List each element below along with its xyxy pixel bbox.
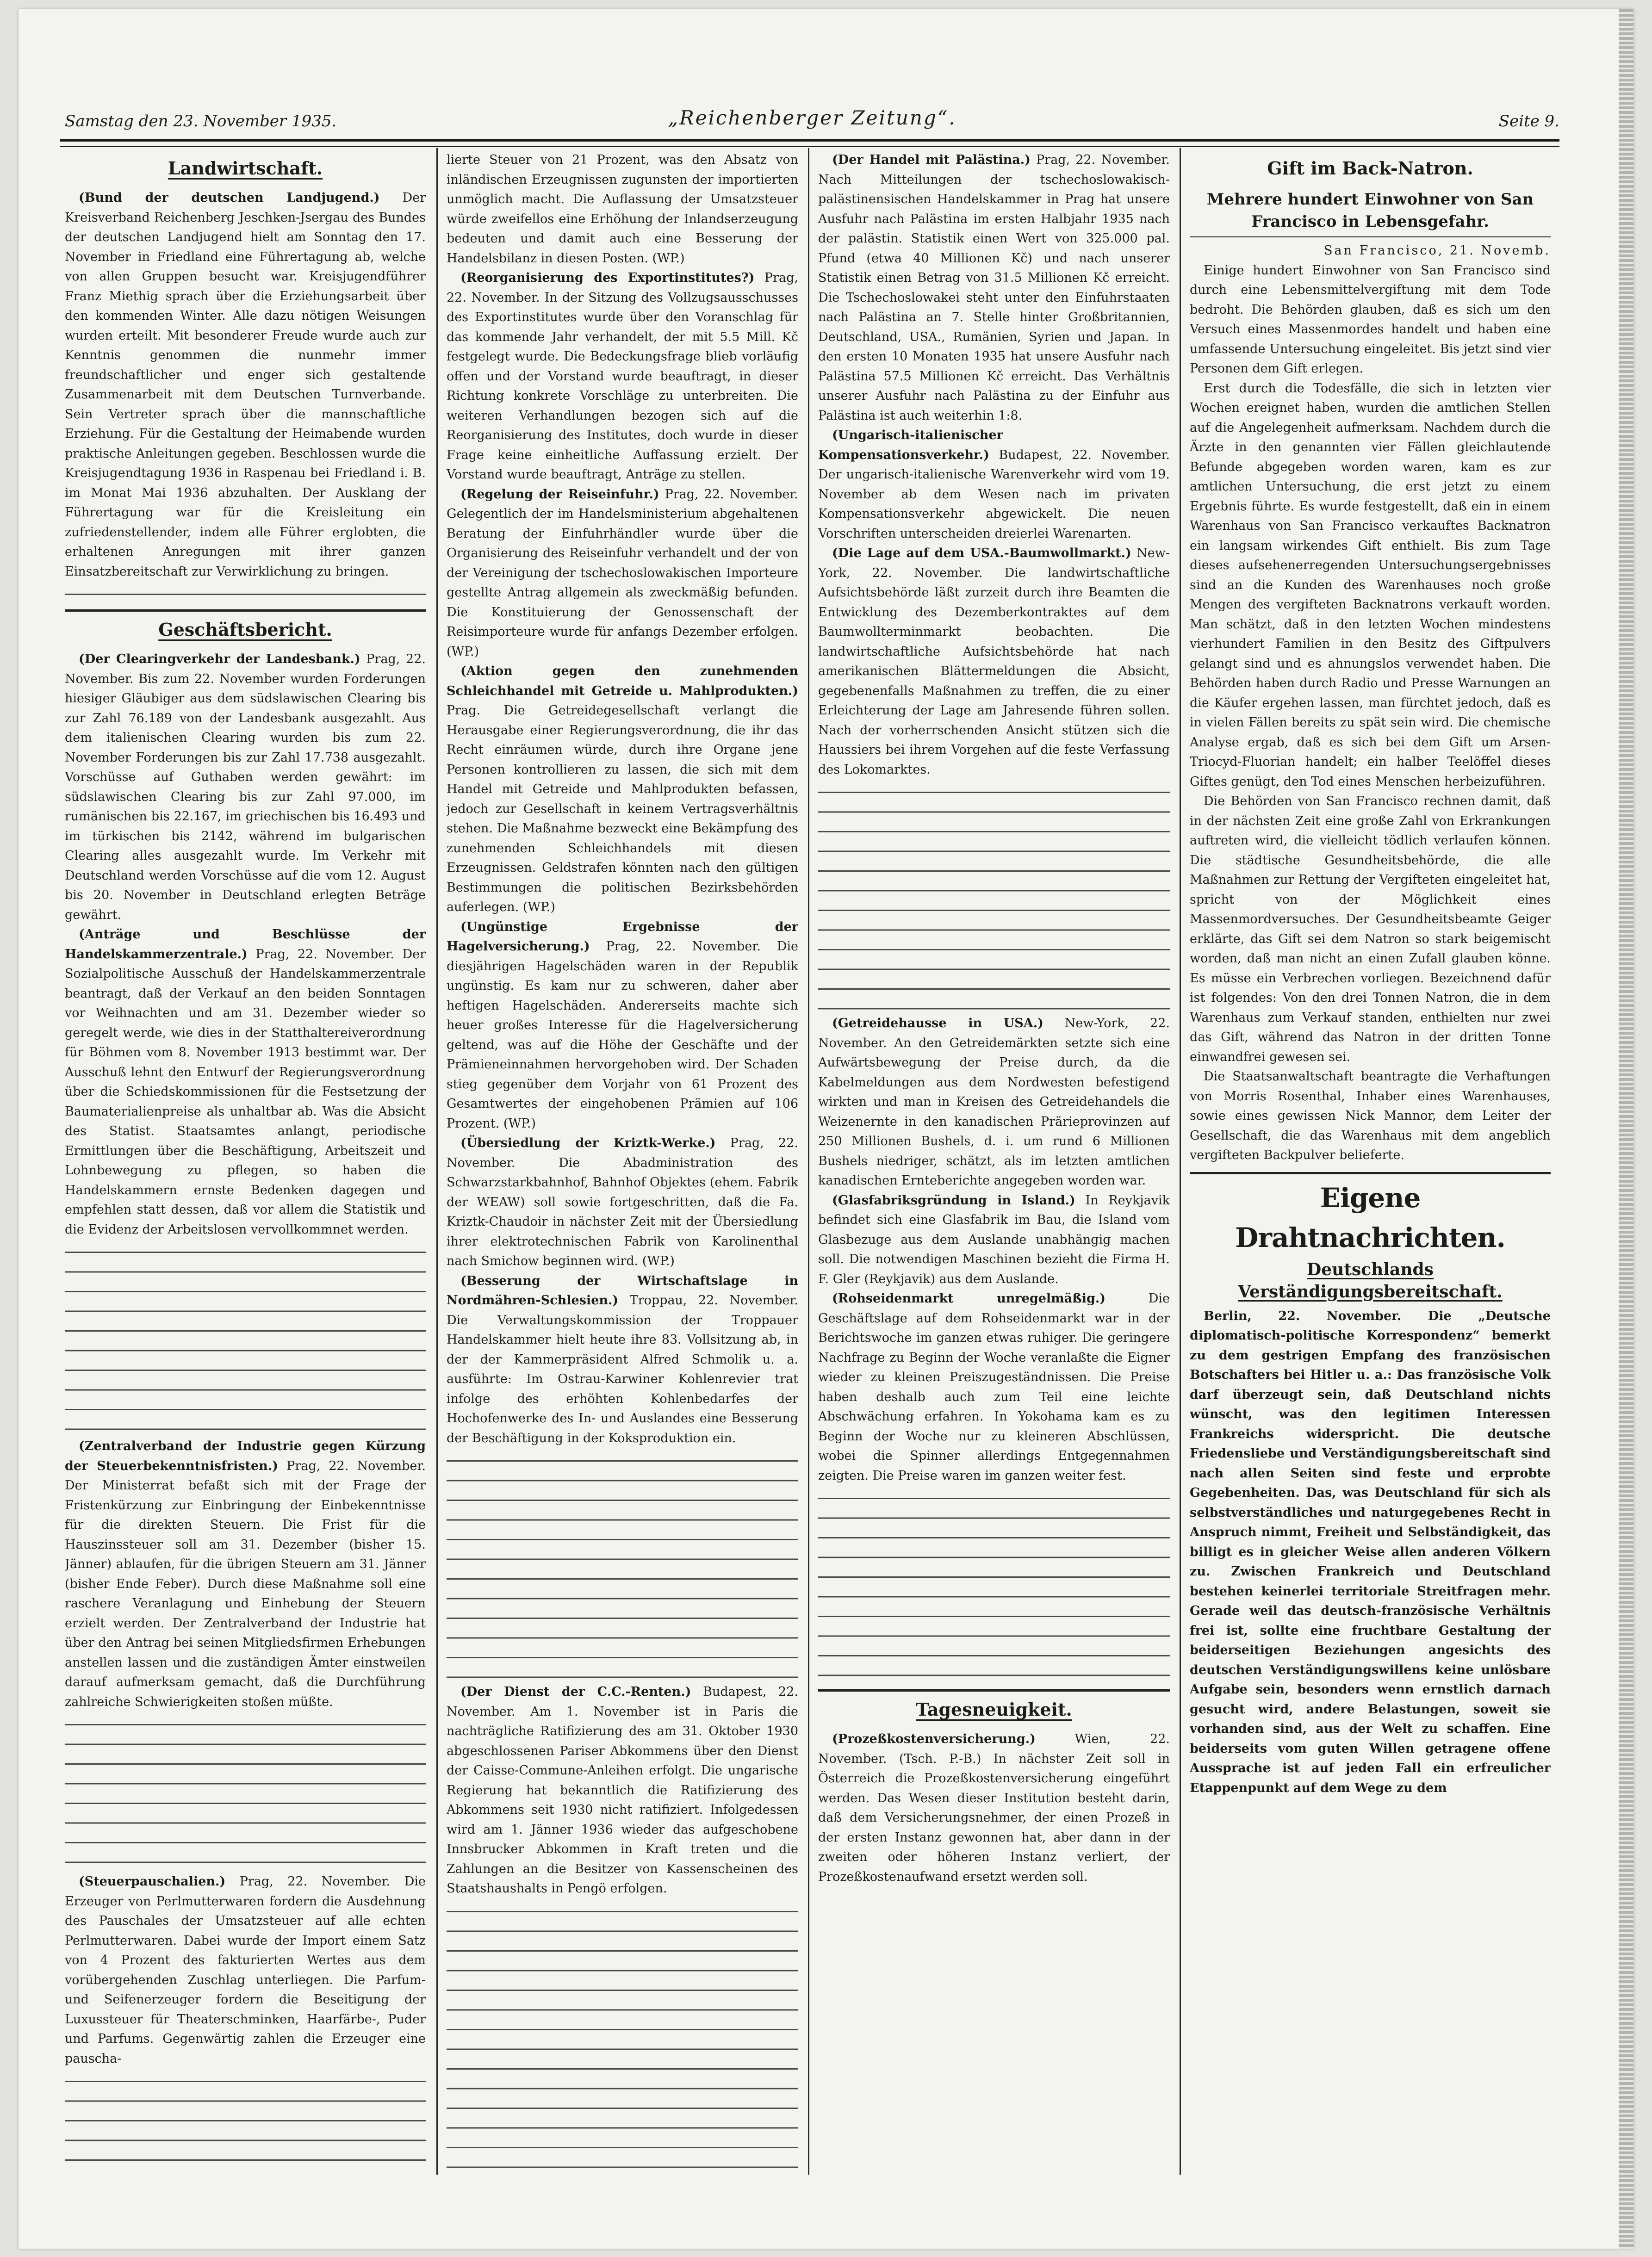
section-divider — [1190, 236, 1551, 237]
article-paragraph: (Der Dienst der C.C.-Renten.) Budapest, 22. November. Am 1. November ist in Paris die nachträgliche Ratifizierung des am 31. Oktober 1930 abgeschlossenen Pariser Abkommens über den Dienst der Caisse-Commune-Anleihen erfolgt. Die ungarische Regierung hat bekanntlich die Ratifizierung des Abkommens seit 1930 nicht ratifiziert. Infolgedessen wird am 1. Jänner 1936 wieder das aufgeschobene Innsbrucker Abkommen in Kraft treten und die Zahlungen an die Besitzer von Kassenscheinen des Staatshaushalts in Pengö erfolgen. — [447, 1685, 798, 1896]
text-filler — [447, 1902, 798, 2173]
newspaper-page — [19, 9, 1633, 2249]
column-separator — [808, 148, 809, 2175]
article-paragraph: lierte Steuer von 21 Prozent, was den Absatz von inländischen Erzeugnissen zugunsten der importierten unmöglich macht. Die Auflassung der Umsatzsteuer würde zweifellos eine Erhöhung der Inlandserzeugung bedeuten und damit auch eine Besserung der Handelsbilanz in diesen Posten. (WP.) — [447, 153, 798, 266]
text-filler — [65, 584, 426, 603]
article-paragraph: (Besserung der Wirtschaftslage in Nordmähren-Schlesien.) Troppau, 22. November. Die Verwaltungskommission der Troppauer Handelskammer hielt heute ihre 83. Vollsitzung ab, in der der Kammerpräsident Alfred Schmolik u. a. ausführte: Im Ostrau-Karwiner Kohlenrevier trat infolge des erhöhten Kohlenbedarfes der Hochofenwerke des In- und Auslandes eine Besserung der Beschäftigung in der Koksproduktion ein. — [447, 1273, 798, 1445]
column-1 — [65, 150, 426, 2172]
article-paragraph: (Aktion gegen den zunehmenden Schleichhandel mit Getreide u. Mahlprodukten.) Prag. Die Getreidegesellschaft verlangt die Herausgabe einer Regierungsverordnung, die ihr das Recht einräumen würde, durch ihre Organe jene Personen kontrollieren zu lassen, die sich mit dem Handel mit Getreide und Mahlprodukten befassen, jedoch zur Gesellschaft in keinem Vertragsverhältnis stehen. Die Maßnahme bezweckt eine Bekämpfung des zunehmenden Schleichhandels mit diesen Erzeugnissen. Geldstrafen könnten nach den gültigen Bestimmungen die politischen Bezirksbehörden auferlegen. (WP.) — [447, 664, 798, 914]
section-divider — [818, 1689, 1170, 1692]
section-subtitle: Mehrere hundert Einwohner von San Francisco in Lebensgefahr. — [1206, 190, 1534, 231]
article-paragraph: (Übersiedlung der Kriztk-Werke.) Prag, 22. November. Die Abadministration des Schwarzstarkbahnhof, Bahnhof Objektes (ehem. Fabrik der WEAW) soll sowie fortgeschritten, daß die Fa. Kriztk-Chaudoir in nächster Zeit mit der Übersiedlung ihrer elektrotechnischen Fabrik von Karolinenthal nach Smichow beginnen wird. (WP.) — [447, 1136, 798, 1268]
header-newspaper-title: „Reichenberger Zeitung“. — [668, 106, 956, 129]
article-paragraph: (Ungünstige Ergebnisse der Hagelversicherung.) Prag, 22. November. Die diesjährigen Hagelschäden waren in der Republik ungünstig. Es kam nur zu schweren, daher aber heftigen Hagelschäden. Andererseits machte sich heuer großes Interesse für die Hagelversicherung geltend, was auf die Höhe der Geschäfte und der Prämieneinnahmen hervorgehoben wird. Der Schaden stieg gegenüber dem Vorjahr von 61 Prozent des Gesamtwertes der eingehobenen Prämien auf 106 Prozent. (WP.) — [447, 919, 798, 1131]
article-paragraph: (Steuerpauschalien.) Prag, 22. November. Die Erzeuger von Perlmutterwaren fordern die Ausdehnung des Pauschales der Umsatzsteuer auf alle echten Perlmutterwaren. Dabei wurde der Import einem Satz von 4 Prozent des fakturierten Wertes aus dem vorübergehenden Zuschlag unterliegen. Die Parfum- und Seifenerzeuger fordern die Beseitigung der Luxussteuer für Theaterschminken, Haarfärbe-, Puder und Parfums. Gegenwärtig zahlen die Erzeuger eine pauscha- — [65, 1874, 426, 2066]
article-paragraph: (Zentralverband der Industrie gegen Kürzung der Steuerbekenntnisfristen.) Prag, 22. November. Der Ministerrat befaßt sich mit der Frage der Fristenkürzung zur Einbringung der Einbekenntnisse für die direkten Steuern. Die Frist für die Hauszinssteuer soll am 31. Dezember (bisher 15. Jänner) ablaufen, für die übrigen Steuern am 31. Jänner (bisher Ende Feber). Durch diese Maßnahme soll eine raschere Veranlagung und Einhebung der Steuern erzielt werden. Der Zentralverband der Industrie hat über den Antrag bei seinen Mitgliedsfirmen Erhebungen anstellen lassen und die zuständigen Ämter einstweilen darauf aufmerksam gemacht, daß die Durchführung zahlreiche Schwierigkeiten stoßen müßte. — [65, 1439, 426, 1709]
section-title-tagesneuigkeit: Tagesneuigkeit. — [916, 1699, 1072, 1720]
header-rule — [60, 139, 1559, 147]
article-paragraph: Berlin, 22. November. Die „Deutsche diplomatisch-politische Korrespondenz“ bemerkt zu dem gestrigen Empfang des französischen Botschafters bei Hitler u. a.: Das französische Volk darf überzeugt sein, daß Deutschland nichts wünscht, was den legitimen Interessen Frankreichs widerspricht. Die deutsche Friedensliebe und Verständigungsbereitschaft sind nach allen Seiten sind feste und erprobte Gegebenheiten. Das, was Deutschland für sich als selbstverständliches und naturgegebenes Recht in Anspruch nimmt, Freiheit und Selbständigkeit, das billigt es in gleicher Weise allen anderen Völkern zu. Zwischen Frankreich und Deutschland bestehen keinerlei territoriale Streitfragen mehr. Gerade weil das deutsch-französische Verhältnis frei ist, sollte eine fruchtbare Gestaltung der beiderseitigen Beziehungen angesichts des deutschen Verständigungswillens keine unlösbare Aufgabe sein, besonders wenn ernstlich darnach gesucht wird, andere Belastungen, soweit sie vorhanden sind, aus der Welt zu schaffen. Eine beiderseits vom guten Willen getragene offene Aussprache ist auf jeden Fall ein erfreulicher Etappenpunkt auf dem Wege zu dem — [1190, 1308, 1551, 1795]
column-3 — [818, 150, 1170, 2172]
section-title-geschaeftsbericht: Geschäftsbericht. — [158, 619, 332, 640]
article-paragraph: (Ungarisch-italienischer Kompensationsverkehr.) Budapest, 22. November. Der ungarisch-italienische Warenverkehr wird vom 19. November ab dem Wesen nach im privaten Kompensationsverkehr abgewickelt. Die neuen Vorschriften unterscheiden dreierlei Warenarten. — [818, 428, 1170, 541]
header-page-number: Seite 9. — [1498, 112, 1559, 130]
article-paragraph: Die Staatsanwaltschaft beantragte die Verhaftungen von Morris Rosenthal, Inhaber eines Warenhauses, sowie eines gewissen Nick Mannor, dem Leiter der Gesellschaft, die das Warenhaus mit dem angeblich vergifteten Backpulver belieferte. — [1190, 1069, 1551, 1162]
text-filler — [65, 1715, 426, 1872]
article-paragraph: (Prozeßkostenversicherung.) Wien, 22. November. (Tsch. P.-B.) In nächster Zeit soll in Österreich die Prozeßkostenversicherung eingeführt werden. Das Wesen dieser Institution besteht darin, daß dem Versicherungsnehmer, der einen Prozeß in der ersten Instanz gewonnen hat, aber dann in der zweiten oder höheren Instanz verliert, der Prozeßkostenaufwand ersetzt werden soll. — [818, 1732, 1170, 1884]
dateline: San Francisco, 21. Novemb. — [1324, 243, 1551, 258]
article-paragraph: Die Behörden von San Francisco rechnen damit, daß in der nächsten Zeit eine große Zahl von Erkrankungen auftreten wird, die vielleicht tödlich verlaufen können. Die städtische Gesundheitsbehörde, die alle Maßnahmen zur Rettung der Vergifteten eingeleitet hat, spricht von der Möglichkeit eines Massenmordversuches. Der Gesundheitsbeamte Geiger erklärte, das Gift sei dem Natron so stark beigemischt worden, daß man nicht an einen Zufall glauben könne. Es müsse ein Verbrechen vorliegen. Bezeichnend dafür ist folgendes: Von den drei Tonnen Natron, die in dem Warenhaus zum Verkauf standen, enthielten nur zwei das Gift, während das Natron in der dritten Tonne einwandfrei gewesen sei. — [1190, 794, 1551, 1064]
text-filler — [818, 1488, 1170, 1683]
article-paragraph: Einige hundert Einwohner von San Francisco sind durch eine Lebensmittelvergiftung mit dem Tode bedroht. Die Behörden glauben, daß es sich um den Versuch eines Massenmordes handelt und haben eine umfassende Untersuchung eingeleitet. Bis jetzt sind vier Personen dem Gift erlegen. — [1190, 263, 1551, 376]
article-paragraph: (Rohseidenmarkt unregelmäßig.) Die Geschäftslage auf dem Rohseidenmarkt war in der Berichtswoche im ganzen etwas ruhiger. Die geringere Nachfrage zu Beginn der Woche veranlaßte die Eigner wieder zu kleinen Preiszugeständnissen. Die Preise haben deshalb auch zum Teil eine leichte Abschwächung erfahren. In Yokohama kam es zu Beginn der Woche nur zu kleineren Abschlüssen, wobei die Spinner allerdings Entgegennahmen zeigten. Die Preise waren im ganzen weiter fest. — [818, 1291, 1170, 1483]
section-title-gift-im-back-natron: Gift im Back-Natron. — [1267, 158, 1473, 179]
column-separator — [1180, 148, 1181, 2175]
header-date: Samstag den 23. November 1935. — [65, 112, 337, 130]
article-paragraph: (Regelung der Reiseinfuhr.) Prag, 22. November. Gelegentlich der im Handelsministerium abgehaltenen Beratung der Einfuhrhändler wurde über die Organisierung des Reiseinfuhr verhandelt und der von der Vereinigung der tschechoslowakischen Importeure gestellte Antrag allgemein als zweckmäßig befunden. Die Konstituierung der Genossenschaft der Reisimporteure wurde für anfangs Dezember erfolgen. (WP.) — [447, 487, 798, 659]
column-separator — [436, 148, 438, 2175]
scan-edge — [1619, 9, 1633, 2249]
text-filler — [65, 2071, 426, 2172]
article-paragraph: (Die Lage auf dem USA.-Baumwollmarkt.) New-York, 22. November. Die landwirtschaftliche Aufsichtsbehörde läßt zurzeit durch ihre Beamten die Entwicklung des Dezemberkontraktes auf dem Baumwollterminmarkt beobachten. Die landwirtschaftliche Aufsichtsbehörde hat nach amerikanischen Blättermeldungen die Absicht, gegebenenfalls Maßnahmen zu treffen, die zu einer Erleichterung der Lage am Jahresende führen sollen. Nach der vorherrschenden Ansicht stützen sich die Haussiers bei ihrem Vorgehen auf die feste Verfassung des Lokomarktes. — [818, 546, 1170, 777]
text-filler — [818, 782, 1170, 1014]
article-paragraph: Erst durch die Todesfälle, die sich in letzten vier Wochen ereignet haben, wurden die amtlichen Stellen auf die Angelegenheit aufmerksam. Nachdem durch die Ärzte in den genannten vier Fällen gleichlautende Befunde abgegeben worden waren, kam es zur amtlichen Untersuchung, die erst jetzt zu einem Ergebnis führte. Es wurde festgestellt, daß ein in einem Warenhaus von San Francisco verkauftes Backnatron ein langsam wirkendes Gift enthielt. Bis zum Tage dieses aufsehenerregenden Untersuchungsergebnisses sind an die Kunden des Warenhauses noch große Mengen des vergifteten Backnatrons verkauft worden. Man schätzt, daß in den letzten Wochen mindestens vierhundert Familien in den Besitz des Giftpulvers gelangt sind und es ahnungslos verwendet haben. Die Behörden haben durch Radio und Presse Warnungen an die Käufer ergehen lassen, man fürchtet jedoch, daß es in vielen Fällen bereits zu spät sein wird. Die chemische Analyse ergab, daß es sich bei dem Gift um Arsen-Triocyd-Fluorian handelt; ein halber Teelöffel dieses Giftes genügt, den Tod eines Menschen herbeizuführen. — [1190, 381, 1551, 789]
section-divider — [1190, 1172, 1551, 1174]
article-paragraph: (Anträge und Beschlüsse der Handelskammerzentrale.) Prag, 22. November. Der Sozialpolitische Ausschuß der Handelskammerzentrale beantragt, daß der Verkauf an den beiden Sonntagen vor Weihnachten und am 31. Dezember wieder so geregelt werde, wie dies in der Statthaltereiverordnung für Böhmen vom 8. November 1913 bestimmt war. Der Ausschuß lehnt den Entwurf der Regierungsverordnung über die Schiedskommissionen für die Festsetzung der Baumaterialienpreise als unhaltbar ab. Was die Absicht des Statist. Staatsamtes anlangt, periodische Ermittlungen über die Beschäftigung, Arbeitszeit und Lohnbewegung zu pflegen, so haben die Handelskammern ernste Bedenken dagegen und empfehlen statt dessen, daß vor allem die Statistik und die Evidenz der Arbeitslosen vervollkommnet werden. — [65, 927, 426, 1237]
article-paragraph: (Der Handel mit Palästina.) Prag, 22. November. Nach Mitteilungen der tschechoslowakisch-palästinensischen Handelskammer in Prag hat unsere Ausfuhr nach Palästina im ersten Halbjahr 1935 nach der palästin. Statistik einen Wert von 325.000 pal. Pfund (etwa 40 Millionen Kč) und nach unserer Statistik einen Betrag von 31.5 Millionen Kč erreicht. Die Tschechoslowakei steht unter den Einfuhrstaaten nach Palästina an 7. Stelle hinter Großbritannien, Deutschland, USA., Rumänien, Syrien und Japan. In den ersten 10 Monaten 1935 hat unsere Ausfuhr nach Palästina 57.5 Millionen Kč erreicht. Das Verhältnis unserer Ausfuhr nach Palästina zu der Einfuhr aus Palästina ist auch weiterhin 1:8. — [818, 153, 1170, 423]
section-title-eigene-drahtnachrichten: Eigene Drahtnachrichten. — [1235, 1182, 1505, 1253]
article-paragraph: (Reorganisierung des Exportinstitutes?) Prag, 22. November. In der Sitzung des Vollzugsausschusses des Exportinstitutes wurde über den Voranschlag für das kommende Jahr verhandelt, der mit 5.5 Mill. Kč festgelegt wurde. Die Bedeckungsfrage blieb vorläufig offen und der Vorstand wurde beauftragt, in dieser Richtung konkrete Vorschläge zu unterbreiten. Die weiteren Verhandlungen bezogen sich auf die Reorganisierung des Institutes, doch wurde in dieser Frage keine einheitliche Auffassung erzielt. Der Vorstand wurde beauftragt, Anträge zu stellen. — [447, 271, 798, 482]
section-title-landwirtschaft: Landwirtschaft. — [168, 158, 323, 179]
section-subtitle: Deutschlands Verständigungsbereitschaft. — [1238, 1259, 1503, 1302]
column-2 — [447, 150, 798, 2172]
article-paragraph: (Bund der deutschen Landjugend.) Der Kreisverband Reichenberg Jeschken-Jsergau des Bundes der deutschen Landjugend hielt am Sonntag den 17. November in Friedland eine Führertagung ab, welche von allen Gruppen besucht war. Kreisjugendführer Franz Miethig sprach über die Erziehungsarbeit über den kommenden Winter. Alle dazu nötigen Weisungen wurden erteilt. Mit besonderer Freude wurde auch zur Kenntnis genommen die nunmehr immer freundschaftlicher und enger sich gestaltende Zusammenarbeit mit dem Deutschen Turnverbande. Sein Vertreter sprach über die mannschaftliche Erziehung. Für die Gestaltung der Heimabende wurden praktische Anleitungen gegeben. Beschlossen wurde die Kreisjugendtagung 1936 in Raspenau bei Friedland i. B. im Monat Mai 1936 abzuhalten. Der Ausklang der Führertagung war für die Kreisleitung ein zufriedenstellender, indem alle Führer erglobten, die erhaltenen Anregungen mit ihrer ganzen Einsatzbereitschaft zur Verwirklichung zu bringen. — [65, 191, 426, 579]
article-paragraph: (Glasfabriksgründung in Island.) In Reykjavik befindet sich eine Glasfabrik im Bau, die Island vom Glasbezuge aus dem Auslande unabhängig machen soll. Die notwendigen Maschinen bezieht die Firma H. F. Gler (Reykjavik) aus dem Auslande. — [818, 1193, 1170, 1286]
article-paragraph: (Getreidehausse in USA.) New-York, 22. November. An den Getreidemärkten setzte sich eine Aufwärtsbewegung der Preise durch, da die Kabelmeldungen aus dem Nordwesten befestigend wirkten und man in Kreisen des Getreidehandels die Weizenernte in den kanadischen Prärieprovinzen auf 250 Millionen Bushels, d. i. um rund 6 Millionen Bushels niedriger, schätzt, als im letzten amtlichen kanadischen Ernteberichte angegeben worden war. — [818, 1016, 1170, 1188]
section-divider — [65, 609, 426, 612]
column-4 — [1190, 150, 1551, 2172]
article-paragraph: (Der Clearingverkehr der Landesbank.) Prag, 22. November. Bis zum 22. November wurden Forderungen hiesiger Gläubiger aus dem südslawischen Clearing bis zur Zahl 76.189 von der Landesbank ausgezahlt. Aus dem italienischen Clearing wurden bis zum 22. November Forderungen bis zur Zahl 17.738 ausgezahlt. Vorschüsse auf Guthaben werden gewährt: im südslawischen Clearing bis zur Zahl 97.000, im rumänischen bis 22.167, im griechischen bis 16.493 und im türkischen bis 2142, während im bulgarischen Clearing alles ausgezahlt wurde. Im Verkehr mit Deutschland werden Vorschüsse auf die vom 12. August bis 20. November in Deutschland erlegten Beträge gewährt. — [65, 652, 426, 922]
text-filler — [65, 1242, 426, 1437]
text-filler — [447, 1451, 798, 1682]
